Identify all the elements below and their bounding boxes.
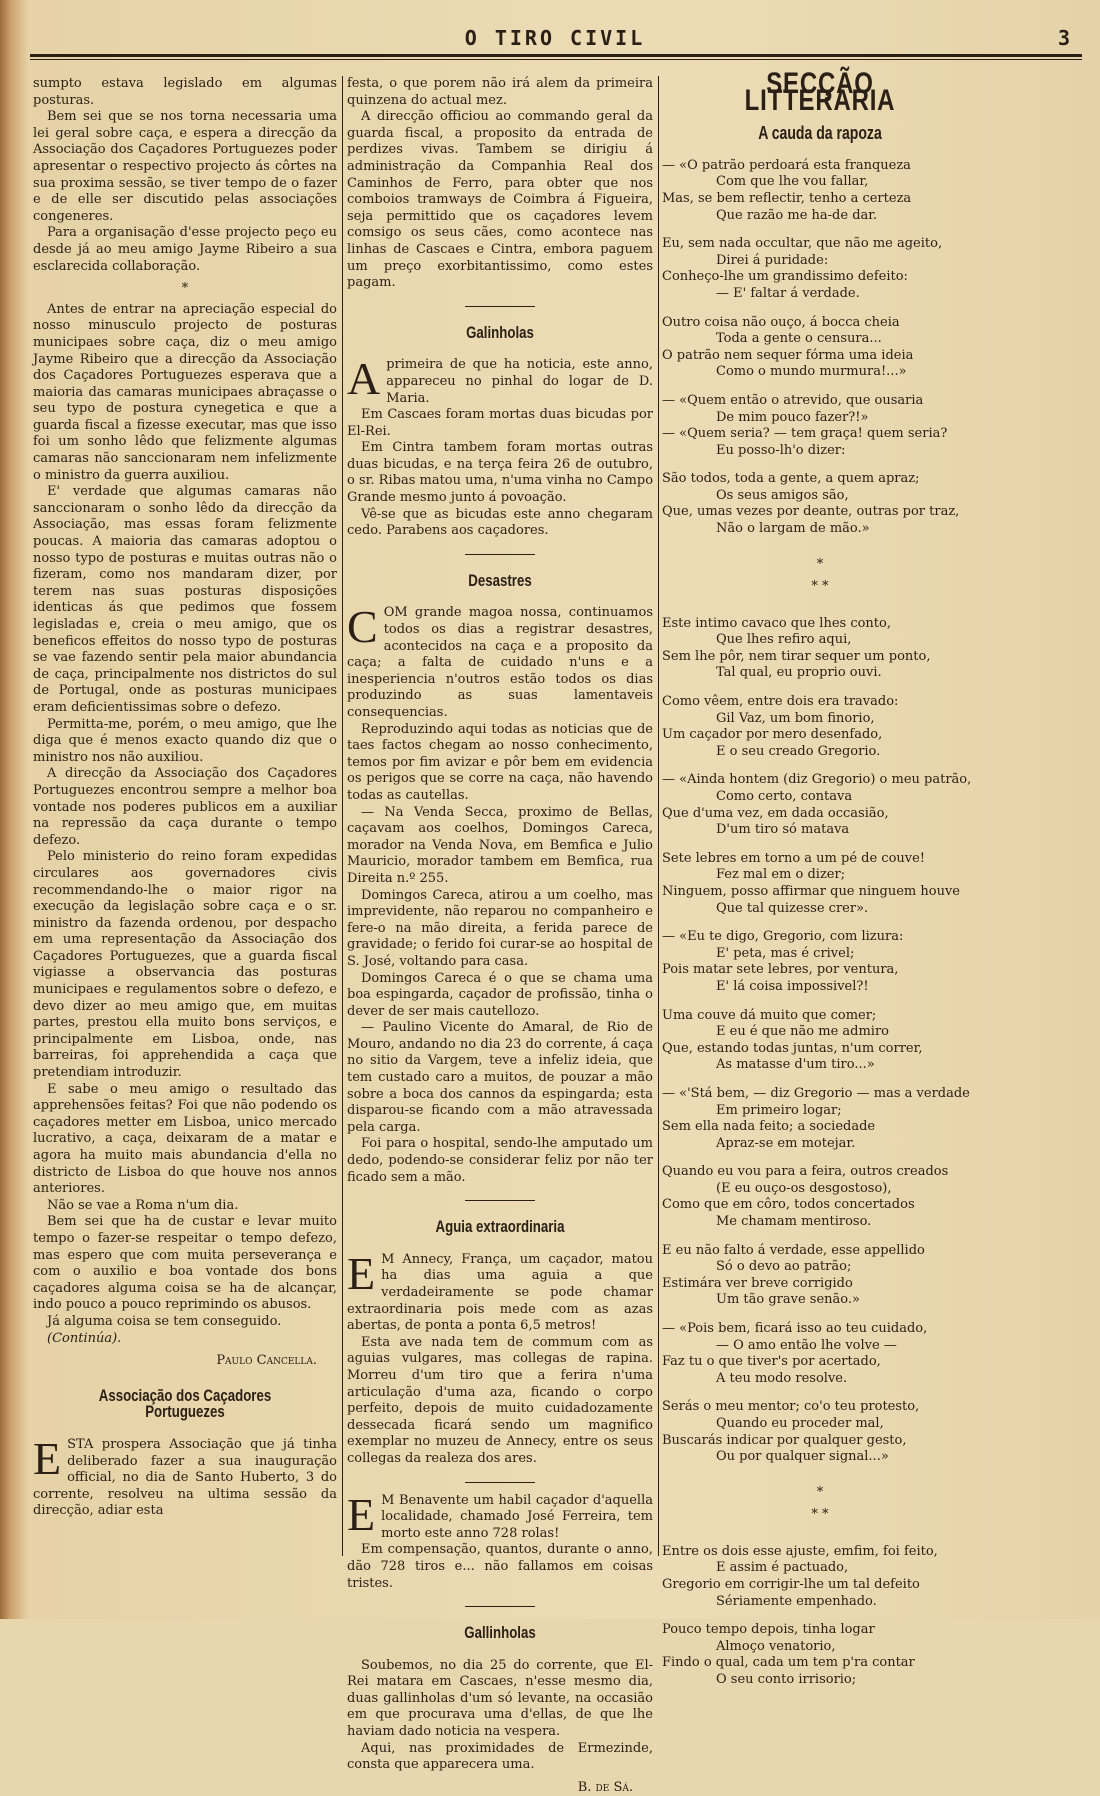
poem-line: E assim é pactuado,	[716, 1560, 849, 1576]
column-divider-1	[342, 76, 343, 1556]
poem-line: Eu posso-lh'o dizer:	[716, 442, 846, 458]
header-rule-thick	[30, 54, 1082, 57]
poem-line: Ou por qualquer signal...»	[716, 1449, 889, 1465]
short-rule	[465, 554, 535, 555]
column-3	[662, 67, 978, 1701]
paragraph: Antes de entrar na apreciação especial do nosso minusculo projecto de posturas municipaes sobre caça, diz o meu amigo Jayme Ribeiro que a direcção da Associação dos Caçadores Portuguezes esperava que a maioria das camaras municipaes abraçasse o seu typo de postura cynegetica e que a guarda fiscal a fizesse executar, mas que isso foi um sonho lêdo que felizmente algumas camaras não sanccionaram nem infelizmente o ministro da guerra auxiliou.	[33, 301, 337, 483]
poem-line: — «'Stá bem, — diz Gregorio — mas a verdade	[662, 1085, 970, 1101]
column-2	[347, 76, 653, 1796]
poem-line: Conheço-lhe um grandissimo defeito:	[662, 269, 908, 285]
poem-line: Faz tu o que tiver's por acertado,	[662, 1354, 881, 1370]
poem-line: Almoço venatorio,	[716, 1638, 836, 1654]
poem-stanza	[662, 158, 978, 224]
author-signature: B. de Sá.	[577, 1779, 633, 1795]
section-title: SECÇÃO LITTERARIA	[744, 67, 896, 117]
paragraph: Foi para o hospital, sendo-lhe amputado um dedo, podendo-se considerar feliz por não ter ficado sem a mão.	[347, 1136, 653, 1185]
poem-line: E o seu creado Gregorio.	[716, 743, 881, 759]
paragraph: — Na Venda Secca, proximo de Bellas, caçavam aos coelhos, Domingos Careca, morador na Venda Nova, em Bemfica e Julio Mauricio, morador tambem em Bemfica, rua Direita n.º 255.	[347, 804, 653, 886]
continued-note: (Continúa).	[47, 1330, 122, 1346]
poem-stanza	[662, 772, 978, 838]
poem-line: — «Quem então o atrevido, que ousaria	[662, 392, 924, 408]
paragraph: E M Benavente um habil caçador d'aquella localidade, chamado José Ferreira, tem morto este anno 728 rolas!	[347, 1488, 653, 1541]
poem-line: Com que lhe vou fallar,	[716, 174, 869, 190]
paragraph: Bem sei que ha de custar e levar muito tempo o fazer-se respeitar o tempo defezo, mas espero que com muita perseverança e com o auxilio e boa vontade dos bons caçadores alguma coisa se ha de alcançar, indo pouco a pouco reprimindo os abusos.	[33, 1214, 337, 1313]
paragraph: Para a organisação d'esse projecto peço eu desde já ao meu amigo Jayme Ribeiro a sua esclarecida collaboração.	[33, 225, 337, 274]
paragraph: Em Cintra tambem foram mortas outras duas bicudas, e na terça feira 26 de outubro, o sr. Ribas matou uma, n'uma vinha no Campo Grande mesmo junto á povoação.	[347, 440, 654, 506]
poem-line: Um tão grave senão.»	[716, 1292, 860, 1308]
poem-line: Outro coisa não ouço, á bocca cheia	[662, 314, 900, 330]
poem-line: E eu não falto á verdade, esse appellido	[662, 1242, 925, 1258]
poem-line: — «O patrão perdoará esta franqueza	[662, 157, 911, 173]
poem-line: E' peta, mas é crivel;	[716, 945, 855, 961]
section-heading: Galinholas	[466, 322, 534, 342]
drop-cap: A	[347, 353, 381, 405]
poem-line: Este intimo cavaco que lhes conto,	[662, 615, 891, 631]
poem-line: (E eu ouço-os desgostoso),	[716, 1180, 892, 1196]
poem-stanza	[662, 929, 978, 995]
poem-line: As matasse d'um tiro...»	[716, 1057, 875, 1073]
poem-line: Como certo, contava	[716, 789, 853, 804]
paragraph: sumpto estava legislado em algumas posturas.	[33, 76, 337, 108]
poem-line: A teu modo resolve.	[716, 1370, 848, 1386]
poem-line: D'um tiro só matava	[716, 822, 850, 838]
poem-part-1	[662, 158, 978, 538]
drop-cap: E	[347, 1488, 376, 1540]
paragraph: Domingos Careca é o que se chama uma boa espingarda, caçador de profissão, tinha o dever de ser mais cautellozo.	[347, 970, 653, 1019]
poem-stanza	[662, 393, 978, 459]
paragraph: festa, o que porem não irá alem da primeira quinzena do actual mez.	[347, 76, 653, 108]
poem-stanza	[662, 1243, 978, 1309]
paragraph: A direcção officiou ao commando geral da guarda fiscal, a proposito da entrada de perdizes vivas. Tambem se dirigiu á administração da Companhia Real dos Caminhos de Ferro, para obter que nos comboios tramways de Coimbra á Figueira, seja permittido que os caçadores levem comsigo os seus cães, como acontece nas linhas de Cascaes e Cintra, embora paguem um preço exorbitantissimo, como estes pagam.	[347, 109, 653, 291]
poem-line: Como o mundo murmura!...»	[716, 364, 907, 380]
poem-stanza	[662, 616, 978, 682]
column-divider-2	[658, 76, 659, 1556]
poem-line: Não o largam de mão.»	[716, 521, 870, 537]
paragraph: Permitta-me, porém, o meu amigo, que lhe diga que é menos exacto quando diz que o ministro nos não auxiliou.	[33, 716, 337, 765]
poem-line: São todos, toda a gente, a quem apraz;	[662, 471, 920, 487]
poem-line: — «Eu te digo, Gregorio, com lizura:	[662, 929, 904, 945]
poem-line: Eu, sem nada occultar, que não me ageito,	[662, 236, 943, 252]
poem-line: Uma couve dá muito que comer;	[662, 1007, 877, 1023]
paragraph: A direcção da Associação dos Caçadores Portuguezes encontrou sempre a melhor boa vontade nos poderes publicos em a auxiliar na repressão da caça durante o tempo defezo.	[33, 766, 337, 848]
paragraph: Soubemos, no dia 25 do corrente, que El-Rei matara em Cascaes, n'esse mesmo dia, duas gallinholas d'um só levante, na occasião em que procurava uma d'ellas, de que lhe haviam dado noticia na vespera.	[347, 1657, 653, 1740]
poem-line: Que razão me ha-de dar.	[716, 207, 878, 223]
paragraph: Não se vae a Roma n'um dia.	[47, 1197, 239, 1213]
paragraph: Aqui, nas proximidades de Ermezinde, consta que apparecera uma.	[347, 1740, 653, 1773]
poem-line: — «Pois bem, ficará isso ao teu cuidado,	[662, 1321, 928, 1337]
paragraph: Bem sei que se nos torna necessaria uma lei geral sobre caça, e espera a direcção da Associação dos Caçadores Portuguezes poder apresentar o respectivo projecto ás côrtes na sua proxima sessão, se tiver tempo de o fazer e de elle ser discutido pelas associações congeneres.	[33, 109, 337, 224]
poem-line: Toda a gente o censura...	[716, 331, 882, 347]
poem-line: — O amo então lhe volve —	[716, 1337, 897, 1353]
poem-stanza	[662, 1321, 978, 1387]
poem-part-2	[662, 616, 978, 1466]
paragraph: COM grande magoa nossa, continuamos todos os dias a registrar desastres, acontecidos na caça e a proposito da caça; a falta de cuidado n'uns e a inesperiencia n'outros estão todos os dias produzindo as suas lamentaveis consequencias.	[347, 601, 653, 720]
paragraph: Já alguma coisa se tem conseguido.	[47, 1313, 282, 1329]
paragraph: E sabe o meu amigo o resultado das apprehensões feitas? Foi que não podendo os caçadores metter em Lisboa, unico mercado lucrativo, a caça, deixaram de a matar e agora ha muito mais abundancia d'ella no districto de Lisboa do que houve nos annos anteriores.	[33, 1081, 337, 1197]
header-rule-thin	[30, 59, 1082, 60]
poem-stanza	[662, 1086, 978, 1152]
poem-stanza	[662, 1544, 978, 1610]
page-number: 3	[1057, 26, 1070, 50]
poem-line: Como vêem, entre dois era travado:	[662, 694, 899, 710]
poem-line: Que d'uma vez, em dada occasião,	[662, 805, 889, 821]
newspaper-title: O TIRO CIVIL	[464, 26, 646, 50]
poem-line: Gregorio em corrigir-lhe um tal defeito	[662, 1576, 920, 1592]
poem-line: O seu conto irrisorio;	[716, 1671, 857, 1687]
short-rule	[465, 1200, 535, 1201]
poem-line: E eu é que não me admiro	[716, 1024, 889, 1040]
poem-line: Mas, se bem reflectir, tenho a certeza	[662, 190, 912, 206]
paragraph: Reproduzindo aqui todas as noticias que de taes factos chegam ao nosso conhecimento, temos por fim avizar e pôr bem em evidencia os perigos que se corre na caça, não havendo todas as cautellas.	[347, 721, 653, 803]
poem-line: Direi á puridade:	[716, 252, 829, 268]
poem-line: — «Ainda hontem (diz Gregorio) o meu patrão,	[662, 772, 972, 788]
short-rule	[465, 1482, 535, 1483]
poem-stanza	[662, 1622, 978, 1688]
poem-line: Apraz-se em motejar.	[716, 1135, 856, 1151]
poem-stanza	[662, 315, 978, 381]
poem-stanza	[662, 1399, 978, 1465]
poem-line: Os seus amigos são,	[716, 487, 849, 503]
poem-line: Um caçador por mero desenfado,	[662, 727, 883, 743]
paragraph: Em Cascaes foram mortas duas bicudas por El-Rei.	[347, 407, 653, 439]
short-rule	[465, 1606, 535, 1607]
poem-line: Em primeiro logar;	[716, 1102, 842, 1118]
poem-line: Gil Vaz, um bom finorio,	[716, 710, 875, 726]
section-heading: Associação dos Caçadores Portuguezes	[98, 1385, 272, 1422]
separator-stars: * * *	[811, 1484, 829, 1522]
poem-line: Ninguem, posso affirmar que ninguem houve	[662, 883, 960, 899]
short-rule	[465, 306, 535, 307]
paragraph: Pelo ministerio do reino foram expedidas circulares aos governadores civis recommendando-lhe o maior rigor na execução da legislação sobre caça e o sr. ministro da fazenda ordenou, por despacho em uma representação da Associação dos Caçadores Portuguezes, que a guarda fiscal vigiasse a observancia das posturas municipaes e regulamentos sobre o defezo, e devo dizer ao meu amigo que, em muitas partes, prestou ella muito bons serviços, e principalmente em Lisboa, onde, nas barreiras, foi apprehendida a caça que pretendiam introduzir.	[33, 849, 337, 1081]
poem-line: — E' faltar á verdade.	[716, 285, 860, 301]
paragraph: Esta ave nada tem de commum com as aguias vulgares, mas collegas de rapina. Morreu d'um tiro que a ferira n'uma articulação d'uma aza, ficando o corpo perfeito, depois de muito cuidadozamente dessecada ficará sendo um magnifico exemplar no muzeu de Annecy, entre os seus collegas da realeza dos ares.	[347, 1334, 653, 1466]
paragraph: — Paulino Vicente do Amaral, de Rio de Mouro, andando no dia 23 do corrente, á caça no sitio da Vargem, teve a infeliz ideia, que tem custado caro a muitos, de pouzar a mão sobre a boca dos cannos da espingarda; esta disparou-se ficando com a mão atravessada pela carga.	[347, 1020, 653, 1135]
paragraph: Em compensação, quantos, durante o anno, dão 728 tiros e... não fallamos em coisas tristes.	[347, 1542, 653, 1591]
poem-stanza	[662, 851, 978, 917]
poem-title: A cauda da rapoza	[758, 123, 882, 144]
section-heading: Gallinholas	[464, 1623, 536, 1643]
paragraph: Aprimeira de que ha noticia, este anno, appareceu no pinhal do logar de D. Maria.	[347, 353, 653, 406]
poem-line: Sem ella nada feito; a sociedade	[662, 1119, 876, 1135]
poem-line: Entre os dois esse ajuste, emfim, foi feito,	[662, 1543, 938, 1559]
section-heading: Aguia extraordinaria	[435, 1217, 565, 1237]
paragraph: Vê-se que as bicudas este anno chegaram cedo. Parabens aos caçadores.	[347, 506, 653, 539]
poem-line: Pouco tempo depois, tinha logar	[662, 1622, 875, 1638]
poem-line: Fez mal em o dizer;	[716, 867, 846, 883]
paragraph: E M Annecy, França, um caçador, matou ha dias uma aguia a que verdadeiramente se pode chamar extraordinaria pois mede com as azas abertas, de ponta a ponta 6,5 metros!	[347, 1247, 653, 1334]
author-signature: Paulo Cancella.	[216, 1353, 317, 1369]
poem-line: Tal qual, eu proprio ouvi.	[716, 665, 882, 681]
drop-cap: E	[33, 1432, 62, 1484]
poem-line: Que tal quizesse crer».	[716, 900, 869, 916]
poem-part-3	[662, 1544, 978, 1689]
poem-line: Quando eu vou para a feira, outros creados	[662, 1164, 949, 1180]
poem-stanza	[662, 236, 978, 302]
paragraph: ESTA prospera Associação que já tinha deliberado fazer a sua inauguração official, no dia de Santo Huberto, 3 do corrente, resolveu na ultima sessão da direcção, adiar esta	[33, 1432, 337, 1519]
poem-line: Que lhes refiro aqui,	[716, 632, 852, 648]
poem-line: Findo o qual, cada um tem p'ra contar	[662, 1655, 915, 1671]
separator-star: *	[181, 281, 189, 297]
poem-line: Serás o meu mentor; co'o teu protesto,	[662, 1399, 920, 1415]
poem-line: — «Quem seria? — tem graça! quem seria?	[662, 426, 948, 442]
poem-line: Sem lhe pôr, nem tirar sequer um ponto,	[662, 648, 931, 664]
paragraph: Domingos Careca, atirou a um coelho, mas imprevidente, não reparou no companheiro e fere-o na mão direita, a ferida parece de gravidade; o ferido foi curar-se ao hospital de S. José, voltando para casa.	[347, 887, 653, 969]
poem-line: Pois matar sete lebres, por ventura,	[662, 962, 899, 978]
poem-line: De mim pouco fazer?!»	[716, 409, 869, 425]
poem-line: Estimára ver breve corrigido	[662, 1275, 853, 1291]
poem-line: Buscarás indicar por qualquer gesto,	[662, 1432, 907, 1448]
poem-line: O patrão nem sequer fórma uma ideia	[662, 347, 914, 363]
poem-stanza	[662, 471, 978, 537]
poem-line: Só o devo ao patrão;	[716, 1259, 852, 1275]
poem-stanza	[662, 1008, 978, 1074]
poem-line: Que, umas vezes por deante, outras por traz,	[662, 504, 960, 520]
paragraph: E' verdade que algumas camaras não sanccionaram o sonho lêdo da direcção da Associação, mas essas foram felizmente poucas. A maioria das camaras adoptou o nosso typo de posturas e muitas outras não o fizeram, como nos mandaram dizer, por terem nas suas posturas disposições identicas ás que pedimos que fossem legisladas e, creia o meu amigo, que os beneficos effeitos do nosso typo de posturas se vae fazendo sentir pela maior abundancia de caça, principalmente nos districtos do sul de Portugal, onde as posturas municipaes eram deficientissimas sobre o defezo.	[33, 484, 337, 715]
poem-line: Sériamente empenhado.	[716, 1593, 877, 1609]
poem-stanza	[662, 694, 978, 760]
poem-line: Quando eu proceder mal,	[716, 1416, 884, 1431]
poem-line: Como que em côro, todos concertados	[662, 1197, 915, 1213]
poem-stanza	[662, 1164, 978, 1230]
drop-cap: E	[347, 1247, 376, 1299]
poem-line: E' lá coisa impossivel?!	[716, 978, 869, 994]
poem-line: Que, estando todas juntas, n'um correr,	[662, 1040, 923, 1056]
poem-line: Sete lebres em torno a um pé de couve!	[662, 850, 926, 866]
poem-line: Me chamam mentiroso.	[716, 1214, 872, 1230]
section-heading: Desastres	[468, 570, 532, 590]
column-1	[33, 76, 337, 1520]
drop-cap: C	[347, 601, 378, 653]
separator-stars: * * *	[811, 556, 829, 594]
